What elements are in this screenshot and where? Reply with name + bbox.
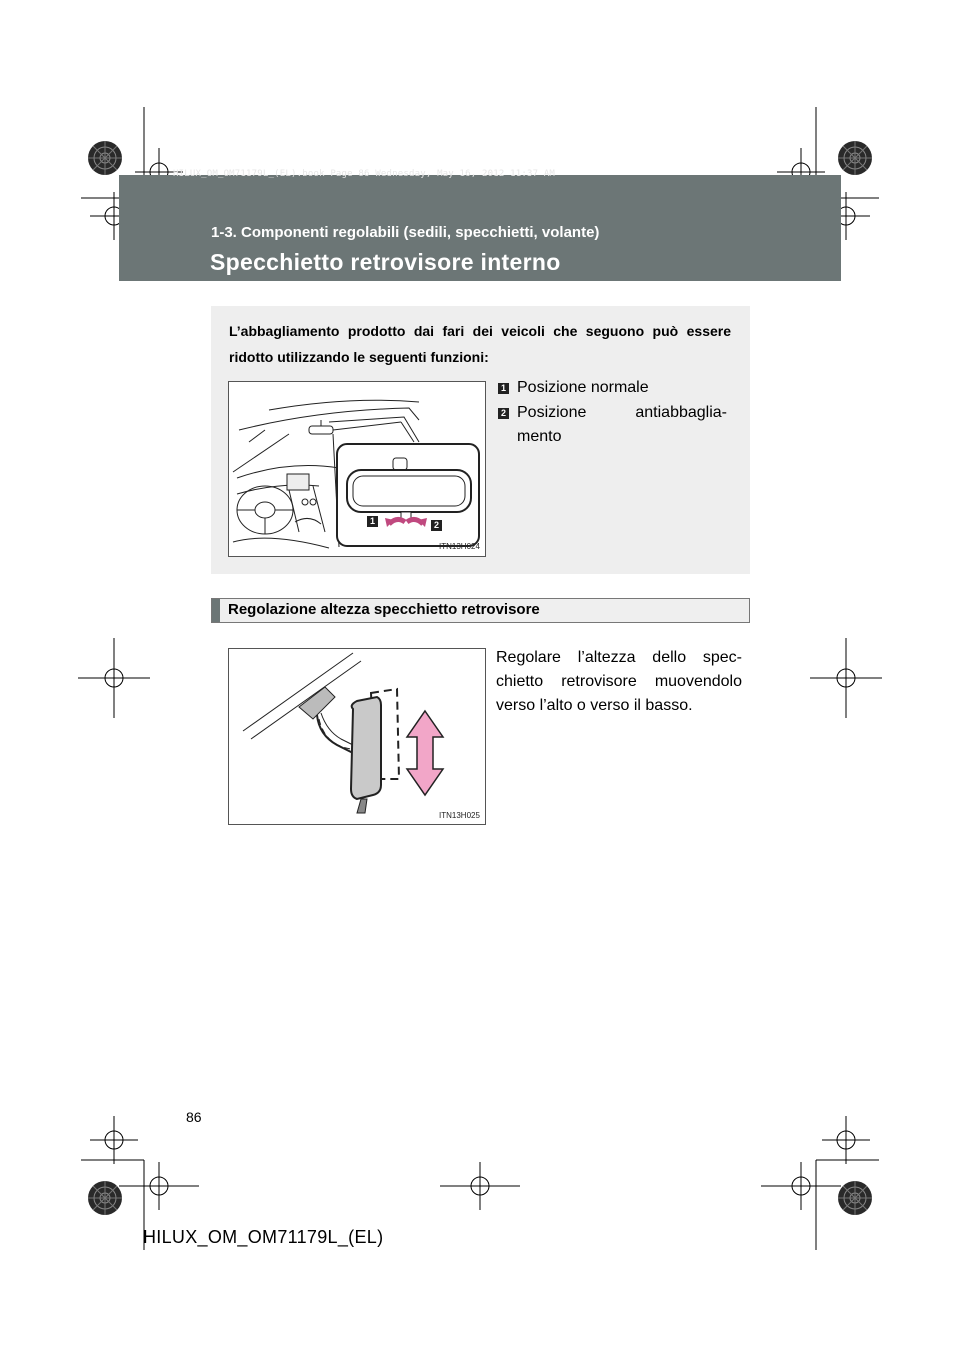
page-title: Specchietto retrovisore interno	[210, 249, 561, 275]
intro-text: L’abbagliamento prodotto dai fari dei veicoli che seguono può essere ridotto utilizzando le seguenti funzioni:	[229, 323, 731, 365]
mirror-height-illustration	[229, 649, 485, 824]
figure-mirror-height	[228, 648, 486, 825]
height-adjustment-text: Regolare l’altezza dello spec-chietto retrovisore muovendolo verso l’alto o verso il basso.	[496, 649, 742, 714]
figure-mirror-positions	[228, 381, 486, 557]
list-item-normal-position: Posizione normale	[517, 379, 649, 396]
document-code: HILUX_OM_OM71179L_(EL)	[143, 1227, 384, 1247]
crosshair-left-lower	[90, 1116, 138, 1164]
heading-accent-bar	[212, 599, 220, 622]
figure-code-1: ITN13H024	[439, 542, 480, 551]
list-item-antiglare-line1: Posizione antiabbaglia-	[517, 404, 727, 421]
height-adjustment-heading-text: Regolazione altezza specchietto retrovisore	[228, 601, 540, 618]
figure-code-2: ITN13H025	[439, 811, 480, 820]
height-adjustment-heading	[211, 598, 750, 623]
crosshair-left-mid	[78, 638, 150, 718]
figure-badge-1: 1	[367, 516, 378, 527]
list-badge-2: 2	[498, 408, 509, 419]
list-badge-1: 1	[498, 383, 509, 394]
radial-disc-top-right	[838, 141, 872, 175]
radial-disc-bottom-left	[88, 1181, 122, 1215]
section-label: 1-3. Componenti regolabili (sedili, specchietti, volante)	[211, 224, 600, 241]
crosshair-bottom-right	[761, 1162, 841, 1210]
figure-badge-2: 2	[431, 520, 442, 531]
list-item-antiglare-line2: mento	[517, 428, 562, 445]
radial-disc-top-left	[88, 141, 122, 175]
crosshair-right-lower	[822, 1116, 870, 1164]
radial-disc-bottom-right	[838, 1181, 872, 1215]
page-number: 86	[186, 1109, 202, 1125]
book-info-slug: HILUX_OM_OM71179L_(EL).book Page 86 Wednesday, May 16, 2012 11:37 AM	[173, 169, 556, 179]
crosshair-bottom-left	[119, 1162, 199, 1210]
crosshair-right-mid	[810, 638, 882, 718]
mirror-positions-illustration	[229, 382, 485, 556]
crosshair-bottom-center	[440, 1162, 520, 1210]
